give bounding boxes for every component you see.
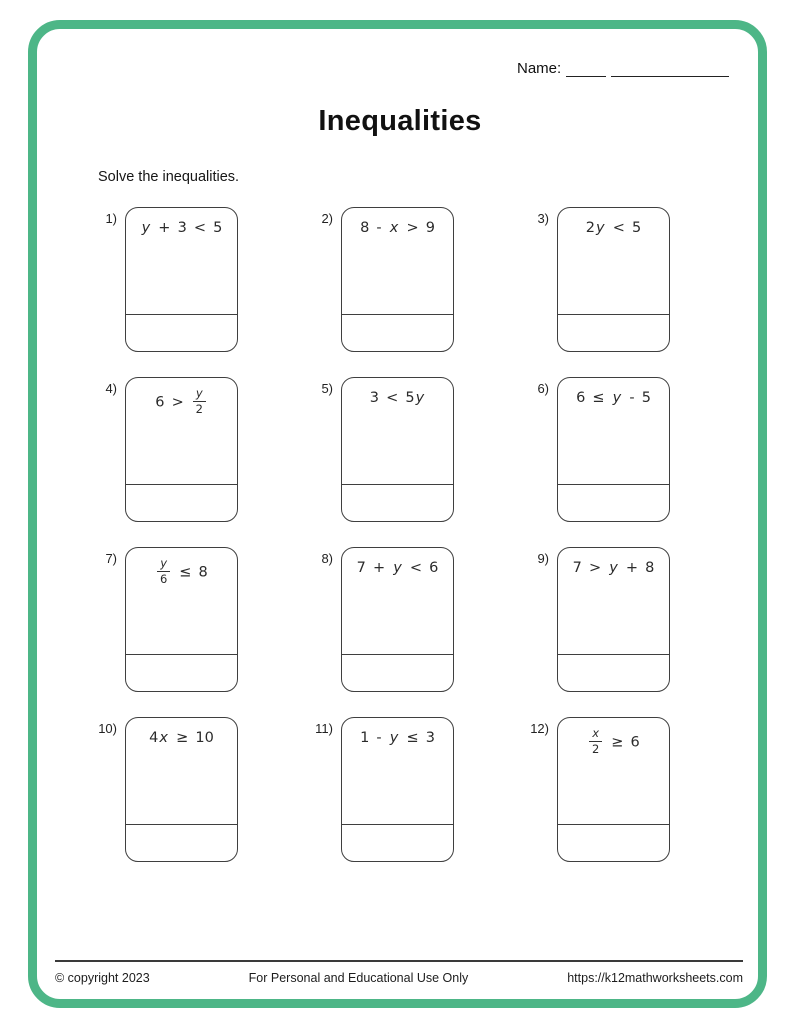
footer-url: https://k12mathworksheets.com <box>567 971 743 985</box>
answer-area[interactable] <box>558 825 669 861</box>
answer-area[interactable] <box>342 485 453 521</box>
page-title: Inequalities <box>318 105 482 137</box>
problem-number: 10) <box>98 721 117 736</box>
inequality-expression: 6 ≤ y - 5 <box>576 390 651 406</box>
answer-area[interactable] <box>126 655 237 691</box>
problem-box <box>557 207 670 352</box>
problem-number: 8) <box>321 551 333 566</box>
problem-box <box>125 717 238 862</box>
fraction: $\frac{y}{6}$ <box>157 558 170 585</box>
answer-area[interactable] <box>558 485 669 521</box>
inequality-expression: 7 > y + 8 <box>572 560 655 576</box>
answer-area[interactable] <box>342 655 453 691</box>
problem-box <box>341 717 454 862</box>
problem-number: 11) <box>315 721 333 736</box>
problem-cell <box>105 547 238 692</box>
inequality-expression: 4x ≥ 10 <box>149 730 214 746</box>
problem-box <box>341 207 454 352</box>
inequality-expression: 1 - y ≤ 3 <box>360 730 435 746</box>
problem-cell <box>530 717 670 862</box>
inequality-expression: 2y < 5 <box>585 220 642 236</box>
problem-box <box>557 377 670 522</box>
answer-area[interactable] <box>342 825 453 861</box>
answer-area[interactable] <box>342 315 453 351</box>
problem-number: 5) <box>321 381 333 396</box>
answer-area[interactable] <box>558 655 669 691</box>
problem-box <box>125 207 238 352</box>
problem-number: 2) <box>321 211 333 226</box>
problem-number: 7) <box>105 551 117 566</box>
problem-cell <box>537 377 670 522</box>
problem-cell <box>98 717 238 862</box>
inequality-expression: 3 < 5y <box>369 390 425 406</box>
problem-box <box>341 547 454 692</box>
problem-cell <box>321 207 454 352</box>
problem-cell <box>537 547 670 692</box>
problem-number: 1) <box>105 211 117 226</box>
problem-number: 12) <box>530 721 549 736</box>
problem-cell <box>321 547 454 692</box>
inequality-expression: 8 - x > 9 <box>360 220 435 236</box>
problem-box <box>125 377 238 522</box>
answer-area[interactable] <box>126 485 237 521</box>
footer-usage: For Personal and Educational Use Only <box>248 971 469 985</box>
problem-box <box>341 377 454 522</box>
problem-cell <box>537 207 670 352</box>
problem-number: 4) <box>105 381 117 396</box>
inequality-expression: $\frac{x}{2}$ ≥ 6 <box>558 729 669 756</box>
answer-area[interactable] <box>558 315 669 351</box>
footer <box>55 971 743 985</box>
answer-area[interactable] <box>126 825 237 861</box>
inequality-expression: 7 + y < 6 <box>356 560 439 576</box>
inequality-expression: 6 > $\frac{y}{2}$ <box>126 389 237 416</box>
problem-box <box>557 717 670 862</box>
problem-cell <box>105 377 238 522</box>
fraction: $\frac{y}{2}$ <box>193 388 206 415</box>
inequality-expression: y + 3 < 5 <box>141 220 223 236</box>
problem-cell <box>105 207 238 352</box>
problem-number: 6) <box>537 381 549 396</box>
fraction: $\frac{x}{2}$ <box>589 728 602 755</box>
footer-copyright: © copyright 2023 <box>55 971 150 985</box>
problem-cell <box>315 717 454 862</box>
problem-number: 3) <box>537 211 549 226</box>
problem-box <box>125 547 238 692</box>
instructions-text: Solve the inequalities. <box>98 169 240 185</box>
answer-area[interactable] <box>126 315 237 351</box>
problem-cell <box>321 377 454 522</box>
problem-box <box>557 547 670 692</box>
footer-divider <box>55 960 743 962</box>
problem-number: 9) <box>537 551 549 566</box>
inequality-expression: $\frac{y}{6}$ ≤ 8 <box>126 559 237 586</box>
name-label: Name: <box>517 60 562 77</box>
